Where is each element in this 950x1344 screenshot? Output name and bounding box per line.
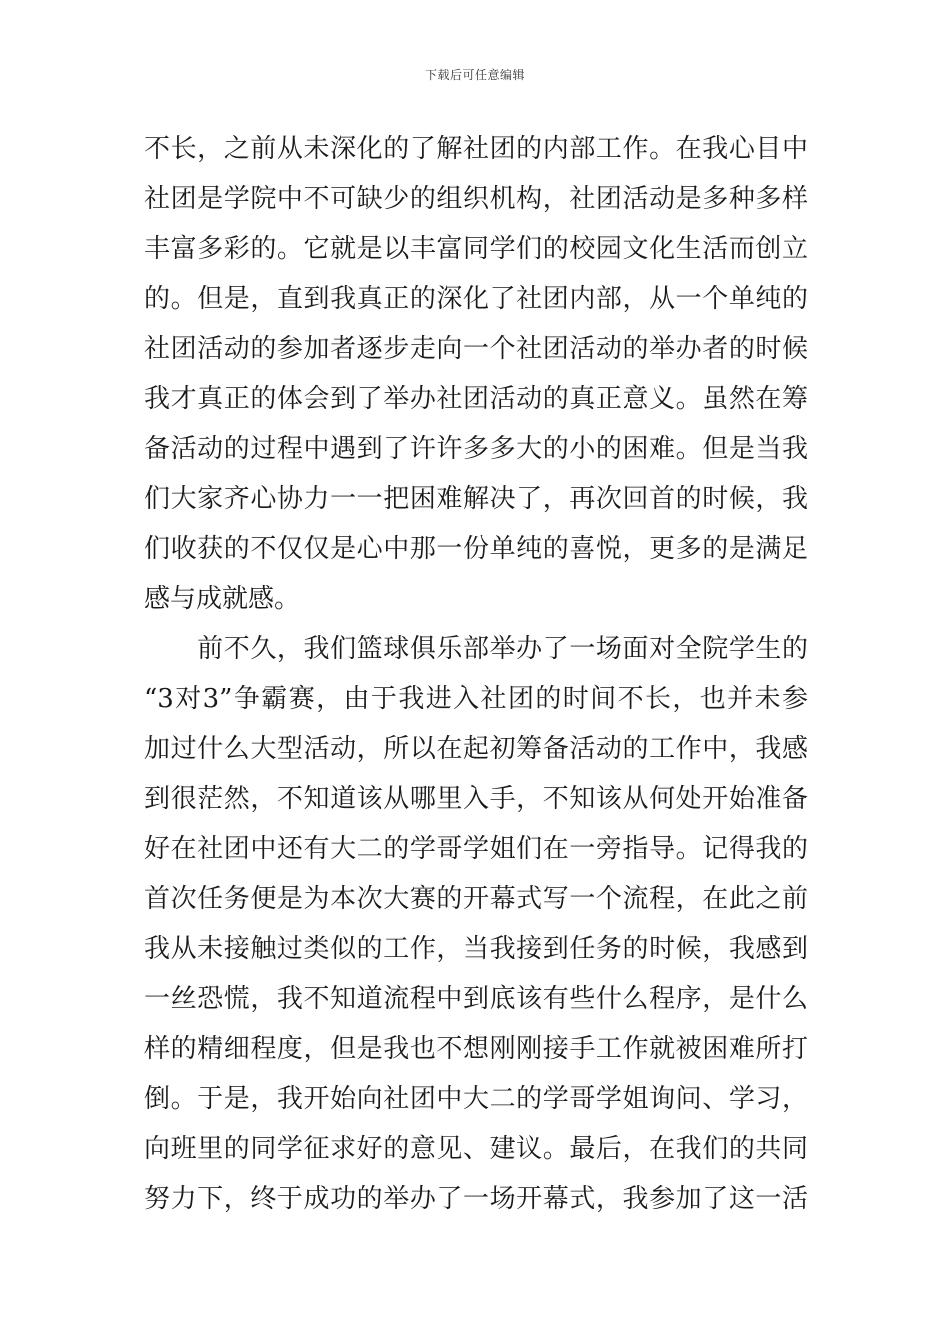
page-header: 下载后可任意编辑 bbox=[424, 68, 525, 82]
text-line: 社团活动的参加者逐步走向一个社团活动的举办者的时候 bbox=[144, 334, 808, 364]
text-line: 丰富多彩的。它就是以丰富同学们的校园文化生活而创立 bbox=[144, 234, 808, 264]
text-line: 社团是学院中不可缺少的组织机构，社团活动是多种多样 bbox=[144, 184, 808, 214]
text-line: 好在社团中还有大二的学哥学姐们在一旁指导。记得我的 bbox=[144, 834, 808, 864]
text-line: 不长，之前从未深化的了解社团的内部工作。在我心目中 bbox=[144, 134, 808, 164]
text-line: 努力下，终于成功的举办了一场开幕式，我参加了这一活 bbox=[144, 1184, 808, 1214]
text-line: 们收获的不仅仅是心中那一份单纯的喜悦，更多的是满足 bbox=[144, 534, 808, 564]
paragraph-start-line: 前不久，我们篮球俱乐部举办了一场面对全院学生的 bbox=[144, 634, 808, 664]
document-body bbox=[144, 124, 808, 1224]
text-line: 向班里的同学征求好的意见、建议。最后，在我们的共同 bbox=[144, 1134, 808, 1164]
paragraph-end-line: 感与成就感。 bbox=[144, 584, 301, 614]
text-line: 备活动的过程中遇到了许许多多大的小的困难。但是当我 bbox=[144, 434, 808, 464]
text-line: 加过什么大型活动，所以在起初筹备活动的工作中，我感 bbox=[144, 734, 808, 764]
text-line: 我从未接触过类似的工作，当我接到任务的时候，我感到 bbox=[144, 934, 808, 964]
text-line: 的。但是，直到我真正的深化了社团内部，从一个单纯的 bbox=[144, 284, 808, 314]
text-line: “3对3”争霸赛，由于我进入社团的时间不长，也并未参 bbox=[144, 684, 808, 714]
text-line: 首次任务便是为本次大赛的开幕式写一个流程，在此之前 bbox=[144, 884, 808, 914]
text-line: 样的精细程度，但是我也不想刚刚接手工作就被困难所打 bbox=[144, 1034, 808, 1064]
text-line: 们大家齐心协力一一把困难解决了，再次回首的时候，我 bbox=[144, 484, 808, 514]
text-line: 一丝恐慌，我不知道流程中到底该有些什么程序，是什么 bbox=[144, 984, 808, 1014]
text-line: 倒。于是，我开始向社团中大二的学哥学姐询问、学习， bbox=[144, 1084, 808, 1114]
text-line: 我才真正的体会到了举办社团活动的真正意义。虽然在筹 bbox=[144, 384, 808, 414]
text-line: 到很茫然，不知道该从哪里入手，不知该从何处开始准备 bbox=[144, 784, 808, 814]
